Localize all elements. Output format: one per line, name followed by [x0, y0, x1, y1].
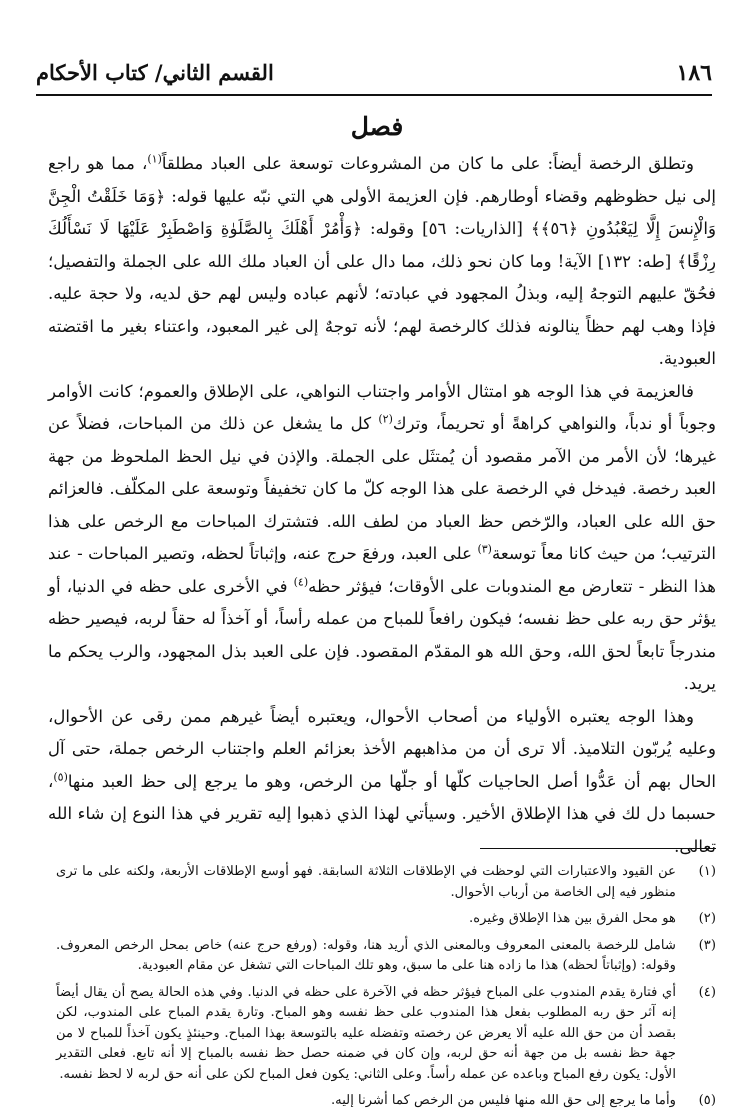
footnote-ref-1[interactable]: (١) [147, 152, 162, 166]
running-title: القسم الثاني/ كتاب الأحكام [36, 60, 274, 85]
quran-verse-2: ﴿وَأْمُرْ أَهْلَكَ بِالصَّلَوٰةِ وَاصْطَبِرْ عَلَيْهَا لَا نَسْأَلُكَ رِزْقًا﴾ [48, 219, 716, 271]
footnote-separator [480, 848, 716, 849]
footnote-number: (٣) [698, 937, 716, 953]
page-header [36, 58, 712, 96]
text-run: ، حسبما دل لك في هذا الإطلاق الأخير. وسيأتي لهذا الذي ذهبوا إليه تقرير في هذا النوع إن شاء الله تعالى. [48, 771, 716, 856]
footnote-number: (٤) [698, 984, 716, 1000]
footnote-number: (٢) [698, 911, 716, 926]
footnote-2 [56, 909, 716, 930]
footnote-text: هو محل الفرق بين هذا الإطلاق وغيره. [469, 911, 676, 926]
footnote-ref-5[interactable]: (٥) [53, 769, 68, 783]
footnotes [56, 862, 716, 1118]
text-run: [طه: ١٣٢] الآية! وما كان نحو ذلك، مما دال على أن العباد ملك الله على الجملة والتفصيل؛ فحُقّ عليهم التوجهُ إليه، وبذلُ المجهود في عبادته؛ لأنهم عباده وليس لهم حق لديه، ولا حجة عليه. فإذا وهب لهم حظاً ينالونه فذلك كالرخصة لهم؛ لأنه توجهٌ إلى غير المعبود، واعتناء بغير ما اقتضته العبودية. [48, 251, 716, 368]
footnote-text: شامل للرخصة بالمعنى المعروف وبالمعنى الذي أريد هنا، وقوله: (ورفع حرج عنه) خاص بمحل الرخص المعروف. وقوله: (وإثباتاً لحظه) هذا ما زاده هنا على ما سبق، وهو تلك المباحات التي تشغل عن مقام العبودية. [56, 937, 676, 973]
footnote-ref-4[interactable]: (٤) [293, 574, 309, 588]
footnote-ref-2[interactable]: (٢) [378, 412, 393, 426]
footnote-text: أي فتارة يقدم المندوب على المباح فيؤثر حظه في الآخرة على حظه في الدنيا. وفي هذه الحالة يصح أن يقال أيضاً إنه آثر حق ربه المطلوب بفعل هذا المندوب على حظ نفسه وهو المباح. وتارة يقدم المباح على المندوب، لكن بقصد أن من حق الله عليه ألا يعرض عن رخصته وتفضله عليه بالتوسعة بهذا المباح. وحينئذٍ يكون آخذاً للمباح لا من جهة حظ نفسه بل من جهة أنه حق لربه، وإن كان في ضمنه حصل حظ نفسه بالمباح إلا أنه تابع. فعلى التقدير الأول: يكون رفع المباح وباعده عن عمله رأساً. وعلى الثاني: يكون فعل المباح لكن على أنه حق لربه لا لحظ نفسه. [56, 984, 676, 1082]
footnote-number: (٥) [698, 1093, 716, 1108]
header-rule [36, 94, 712, 96]
text-run: [الذاريات: ٥٦] وقوله: [361, 219, 531, 238]
text-run: ، مما هو راجع إلى نيل حظوظهم وقضاء أوطارهم. فإن العزيمة الأولى هي التي نبّه عليها قوله: [48, 154, 717, 206]
text-run: فالعزيمة في هذا الوجه هو امتثال الأوامر واجتناب النواهي، على الإطلاق والعموم؛ كانت الأوامر وجوباً أو ندباً، والنواهي كراهةً أو تحريماً، وترك [48, 381, 716, 433]
footnote-5 [56, 1091, 716, 1112]
text-run: كل ما يشغل عن ذلك من المباحات، فضلاً عن غيرها؛ لأن الأمر من الآمر مقصود أن يُمتثَل على الجملة. والإذن في نيل الحظ الملحوظ من جهة العبد رخصة. فيدخل في الرخصة على هذا الوجه كلّ ما كان تخفيفاً وتوسعة على المكلّف. فالعزائم حق الله على العباد، والرّخص حظ العباد من لطف الله. فتشترك المباحات مع الرخص على هذا الترتيب؛ من حيث كانا معاً توسعة [48, 414, 716, 563]
paragraph-3 [48, 701, 716, 864]
footnote-text: عن القيود والاعتبارات التي لوحظت في الإطلاقات الثلاثة السابقة. فهو أوسع الإطلاقات الأربعة، ولكنه على ما ترى منظور فيه إلى الخاصة من أرباب الأحوال. [56, 864, 676, 900]
footnote-number: (١) [698, 864, 716, 879]
section-title: فصل [350, 112, 404, 141]
main-text [48, 148, 716, 863]
text-run: وتطلق الرخصة أيضاً: على ما كان من المشروعات توسعة على العباد مطلقاً [161, 154, 694, 173]
quran-verse-1: ﴿وَمَا خَلَقْتُ الْجِنَّ وَالْإِنسَ إِلَّا لِيَعْبُدُونِ ﴿٥٦﴾﴾ [48, 186, 716, 238]
text-run: في الأخرى على حظه في الدنيا، أو يؤثر حق ربه على حظ نفسه؛ فيكون رافعاً للمباح من عمله رأساً، أو آخذاً له حقاً لربه، فيصير حظه مندرجاً تابعاً لحق الله، وحق الله هو المقدّم المقصود. فإن على العبد بذل المجهود، والرب يحكم ما يريد. [48, 576, 716, 693]
footnote-ref-3[interactable]: (٣) [477, 542, 492, 556]
paragraph-1 [48, 148, 716, 376]
footnote-text: وأما ما يرجع إلى حق الله منها فليس من الرخص كما أشرنا إليه. [330, 1093, 676, 1108]
text-run: وهذا الوجه يعتبره الأولياء من أصحاب الأحوال، ويعتبره أيضاً غيرهم ممن رقى عن الأحوال، وعليه يُربّون التلاميذ. ألا ترى أن من مذاهبهم الأخذ بعزائم العلم واجتناب الرخص جملة، حتى آل الحال بهم أن عَدُّوا أصل الحاجيات كلّها أو جلّها من الرخص، وهو ما يرجع إلى حظ العبد منها [48, 706, 716, 791]
footnote-1 [56, 862, 716, 903]
page-number: ١٨٦ [676, 60, 712, 86]
text-run: على العبد، ورفعَ حرج عنه، وإثباتاً لحظه، وتصير المباحات - عند هذا النظر - تتعارض مع المندوبات على الأوقات؛ فيؤثر حظه [48, 544, 717, 596]
footnote-3 [56, 936, 716, 977]
footnote-4 [56, 983, 716, 1086]
paragraph-2 [48, 376, 716, 701]
